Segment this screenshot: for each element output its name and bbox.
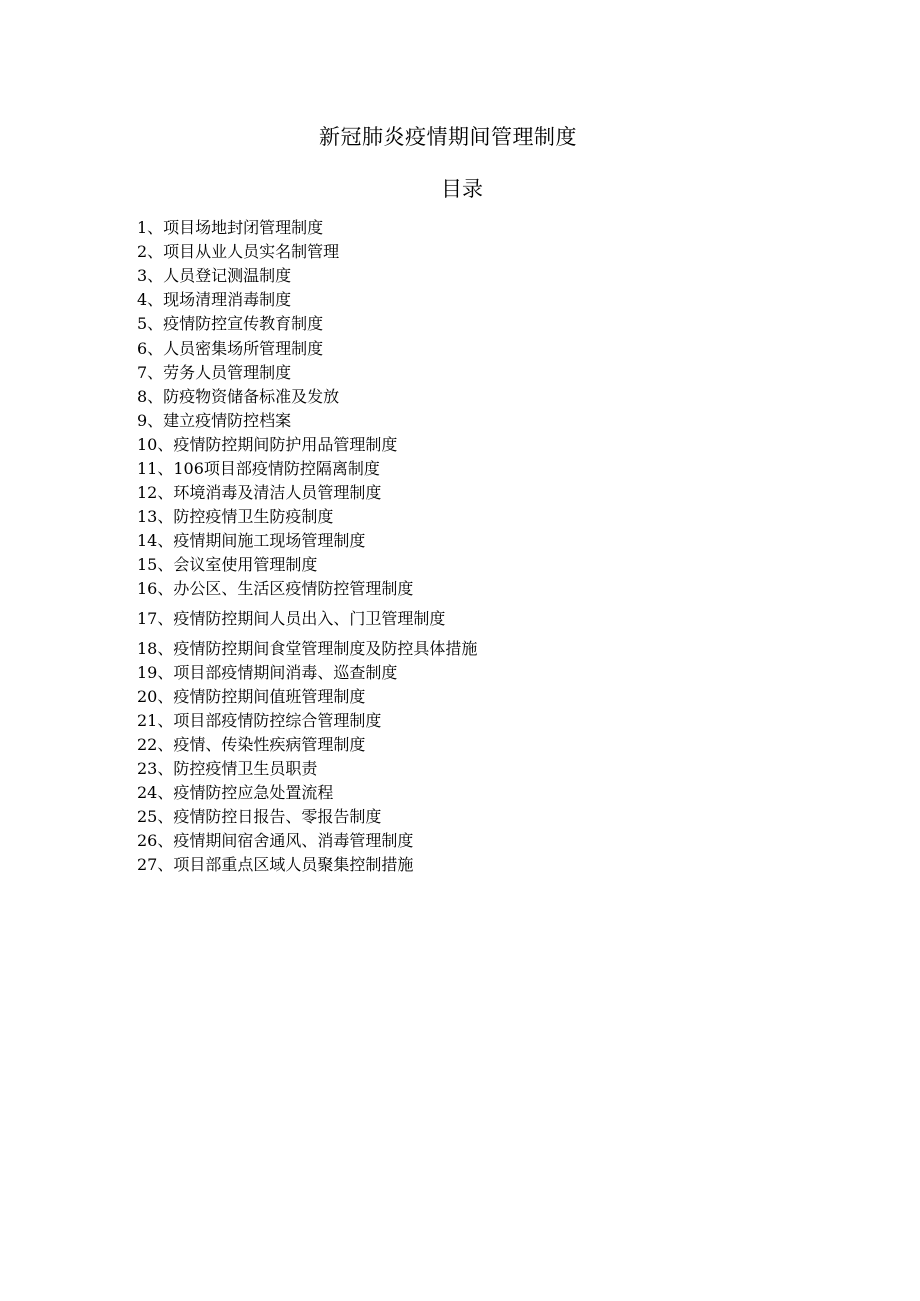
document-title: 新冠肺炎疫情期间管理制度	[319, 125, 577, 149]
toc-heading: 目录	[441, 177, 483, 201]
toc-item: 2、项目从业人员实名制管理	[137, 242, 340, 261]
toc-item: 16、办公区、生活区疫情防控管理制度	[137, 579, 414, 598]
toc-item: 10、疫情防控期间防护用品管理制度	[137, 435, 398, 454]
toc-item: 17、疫情防控期间人员出入、门卫管理制度	[137, 609, 446, 628]
toc-item: 20、疫情防控期间值班管理制度	[137, 687, 366, 706]
toc-item: 1、项目场地封闭管理制度	[137, 218, 324, 237]
toc-item: 22、疫情、传染性疾病管理制度	[137, 735, 366, 754]
toc-item: 5、疫情防控宣传教育制度	[137, 314, 324, 333]
toc-item: 7、劳务人员管理制度	[137, 363, 292, 382]
toc-item: 19、项目部疫情期间消毒、巡查制度	[137, 663, 398, 682]
toc-item: 27、项目部重点区域人员聚集控制措施	[137, 855, 414, 874]
toc-item: 14、疫情期间施工现场管理制度	[137, 531, 366, 550]
toc-item: 23、防控疫情卫生员职责	[137, 759, 318, 778]
toc-item: 21、项目部疫情防控综合管理制度	[137, 711, 382, 730]
toc-item: 4、现场清理消毒制度	[137, 290, 292, 309]
toc-item: 11、106项目部疫情防控隔离制度	[137, 459, 380, 478]
toc-item: 18、疫情防控期间食堂管理制度及防控具体措施	[137, 639, 478, 658]
toc-item: 3、人员登记测温制度	[137, 266, 292, 285]
toc-item: 8、防疫物资储备标准及发放	[137, 387, 340, 406]
toc-item: 15、会议室使用管理制度	[137, 555, 318, 574]
toc-item: 6、人员密集场所管理制度	[137, 339, 324, 358]
toc-item: 12、环境消毒及清洁人员管理制度	[137, 483, 382, 502]
toc-item: 25、疫情防控日报告、零报告制度	[137, 807, 382, 826]
toc-item: 24、疫情防控应急处置流程	[137, 783, 334, 802]
toc-item: 26、疫情期间宿舍通风、消毒管理制度	[137, 831, 414, 850]
toc-item: 9、建立疫情防控档案	[137, 411, 292, 430]
toc-item: 13、防控疫情卫生防疫制度	[137, 507, 334, 526]
